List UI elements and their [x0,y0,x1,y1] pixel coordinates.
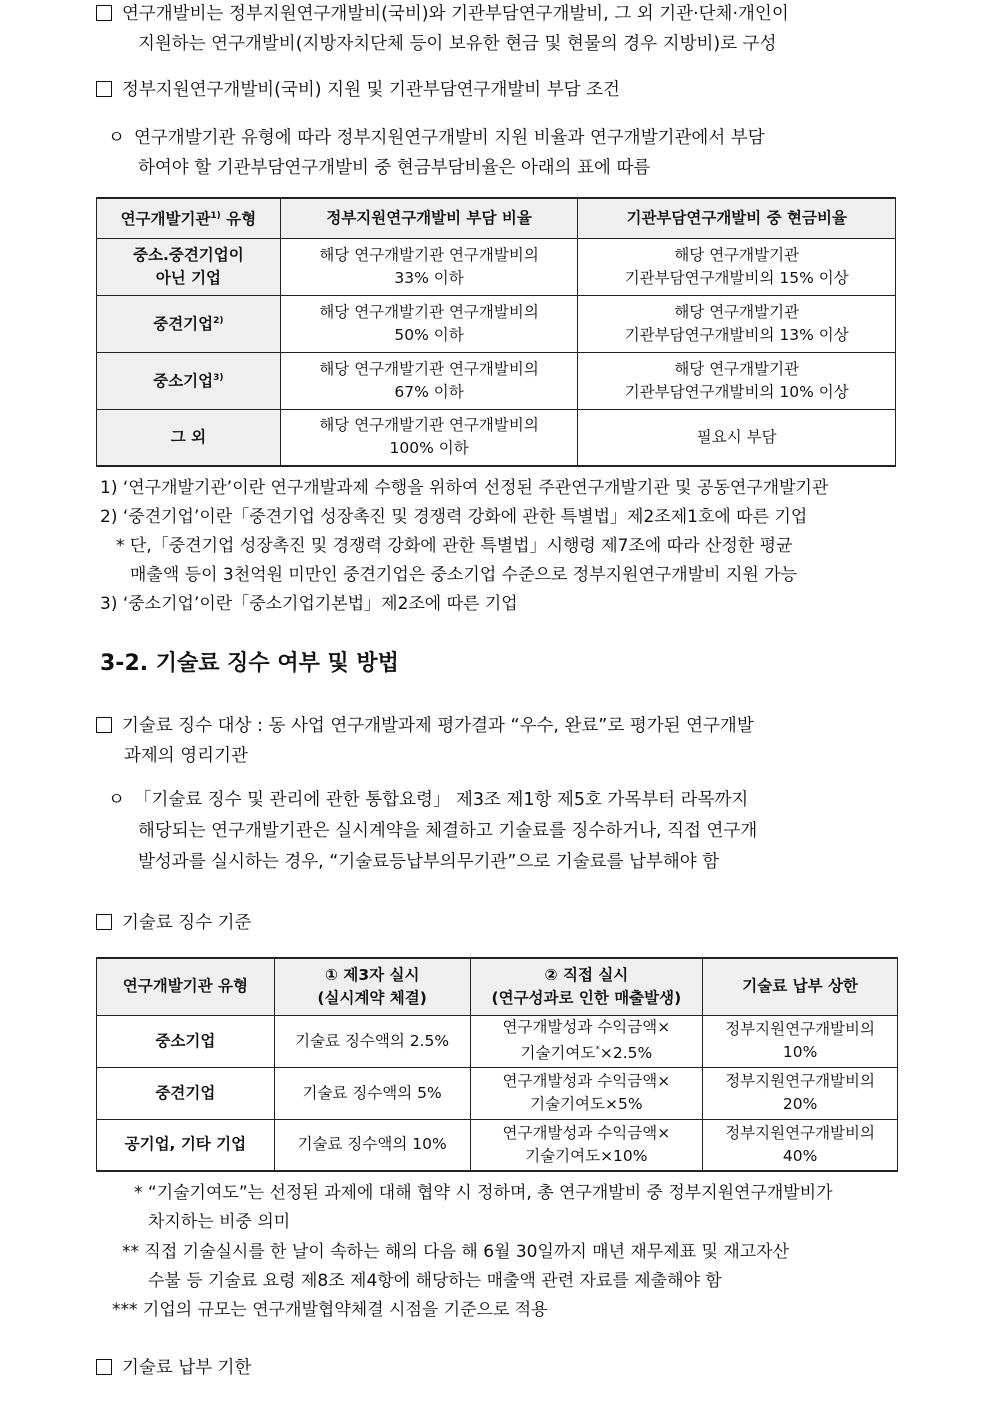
row-limit: 정부지원연구개발비의 20% [703,1067,898,1119]
royalty-table [96,957,898,1172]
row-direct: 연구개발성과 수익금액× 기술기여도×10% [470,1119,703,1171]
section-heading: 3-2. 기술료 징수 여부 및 방법 [100,651,399,676]
target-section [96,714,754,738]
bullet-circle-icon: ㅇ [108,128,125,148]
row-third-party: 기술료 징수액의 5% [274,1067,470,1119]
row-limit: 정부지원연구개발비의 10% [703,1015,898,1067]
col-header-gov-ratio: 정부지원연구개발비 부담 비율 [280,198,578,238]
row-cash-ratio: 필요시 부담 [578,409,896,466]
table-row [97,1067,898,1119]
row-type: 중소기업 [97,1015,275,1067]
intro-line-2: 지원하는 연구개발비(지방자치단체 등이 보유한 현금 및 현물의 경우 지방비)로 구성 [138,34,777,54]
table-row [97,1015,898,1067]
support-ratio-table [96,197,896,467]
intro-paragraph [96,2,789,26]
support-section-title: 정부지원연구개발비(국비) 지원 및 기관부담연구개발비 부담 조건 [96,78,620,102]
footnote-2-note-line-1: * 단,「중견기업 성장촉진 및 경쟁력 강화에 관한 특별법」시행령 제7조에 따라 산정한 평균 [116,536,793,556]
table-row [97,295,896,352]
row-type: 중견기업 [97,1067,275,1119]
checkbox-square-icon [96,1359,112,1375]
target-line-1: 기술료 징수 대상 : 동 사업 연구개발과제 평가결과 “우수, 완료”로 평가된 연구개발 [122,716,754,736]
row-third-party: 기술료 징수액의 10% [274,1119,470,1171]
bullet-circle-icon: ㅇ [108,790,125,810]
note-direct-line-2: 수불 등 기술료 요령 제8조 제4항에 해당하는 매출액 관련 자료를 제출해야 함 [148,1271,722,1291]
row-direct: 연구개발성과 수익금액× 기술기여도×5% [470,1067,703,1119]
table-row [97,238,896,295]
target-bullet-line-3: 발성과를 실시하는 경우, “기술료등납부의무기관”으로 기술료를 납부해야 함 [138,852,720,872]
support-bullet: ㅇ 연구개발기관 유형에 따라 정부지원연구개발비 지원 비율과 연구개발기관에서 부담 [108,128,765,148]
note-company-size: *** 기업의 규모는 연구개발협약체결 시점을 기준으로 적용 [112,1300,548,1320]
note-direct-line-1: ** 직접 기술실시를 한 날이 속하는 해의 다음 해 6월 30일까지 매년 재무제표 및 재고자산 [122,1242,790,1262]
row-gov-ratio: 해당 연구개발기관 연구개발비의 33% 이하 [280,238,578,295]
table-header-row [97,958,898,1015]
footnote-3: 3) ‘중소기업’이란「중소기업기본법」제2조에 따른 기업 [100,594,518,614]
row-type: 중소기업$^{3)}$ [97,352,281,409]
deadline-section-title: 기술료 납부 기한 [96,1356,251,1380]
support-bullet-line-2: 하여야 할 기관부담연구개발비 중 현금부담비율은 아래의 표에 따름 [138,158,651,178]
col-header-direct: ② 직접 실시 (연구성과로 인한 매출발생) [470,958,703,1015]
row-cash-ratio: 해당 연구개발기관 기관부담연구개발비의 13% 이상 [578,295,896,352]
col-header-type: 연구개발기관 유형 [97,958,275,1015]
table-header-row [97,198,896,238]
target-bullet: ㅇ 「기술료 징수 및 관리에 관한 통합요령」 제3조 제1항 제5호 가목부터 라목까지 [108,790,749,810]
footnote-1: 1) ‘연구개발기관’이란 연구개발과제 수행을 위하여 선정된 주관연구개발기관 및 공동연구개발기관 [100,478,829,498]
row-cash-ratio: 해당 연구개발기관 기관부담연구개발비의 10% 이상 [578,352,896,409]
col-header-third-party: ① 제3자 실시 (실시계약 체결) [274,958,470,1015]
target-bullet-line-2: 해당되는 연구개발기관은 실시계약을 체결하고 기술료를 징수하거나, 직접 연구개 [138,821,758,841]
row-type: 중소.중견기업이 아닌 기업 [97,238,281,295]
row-type: 그 외 [97,409,281,466]
row-cash-ratio: 해당 연구개발기관 기관부담연구개발비의 15% 이상 [578,238,896,295]
col-header-type: 연구개발기관$^{1)}$ 유형 [97,198,281,238]
intro-line-1: 연구개발비는 정부지원연구개발비(국비)와 기관부담연구개발비, 그 외 기관·단체·개인이 [122,4,789,24]
footnote-2: 2) ‘중견기업’이란「중견기업 성장촉진 및 경쟁력 강화에 관한 특별법」제2조제1호에 따른 기업 [100,507,808,527]
col-header-limit: 기술료 납부 상한 [703,958,898,1015]
checkbox-square-icon [96,717,112,733]
table-row [97,352,896,409]
table-row [97,409,896,466]
target-line-2: 과제의 영리기관 [124,746,248,766]
note-contribution-line-2: 차지하는 비중 의미 [148,1212,291,1232]
row-direct: 연구개발성과 수익금액× 기술기여도*×2.5% [470,1015,703,1067]
row-third-party: 기술료 징수액의 2.5% [274,1015,470,1067]
criteria-section-title: 기술료 징수 기준 [96,911,251,935]
row-gov-ratio: 해당 연구개발기관 연구개발비의 67% 이하 [280,352,578,409]
col-header-cash-ratio: 기관부담연구개발비 중 현금비율 [578,198,896,238]
row-type: 공기업, 기타 기업 [97,1119,275,1171]
table-row [97,1119,898,1171]
row-gov-ratio: 해당 연구개발기관 연구개발비의 100% 이하 [280,409,578,466]
checkbox-square-icon [96,914,112,930]
row-limit: 정부지원연구개발비의 40% [703,1119,898,1171]
checkbox-square-icon [96,81,112,97]
row-gov-ratio: 해당 연구개발기관 연구개발비의 50% 이하 [280,295,578,352]
footnote-2-note-line-2: 매출액 등이 3천억원 미만인 중견기업은 중소기업 수준으로 정부지원연구개발비 지원 가능 [130,565,798,585]
checkbox-square-icon [96,5,112,21]
row-type: 중견기업$^{2)}$ [97,295,281,352]
note-contribution-line-1: * “기술기여도”는 선정된 과제에 대해 협약 시 정하며, 총 연구개발비 중 정부지원연구개발비가 [134,1183,833,1203]
